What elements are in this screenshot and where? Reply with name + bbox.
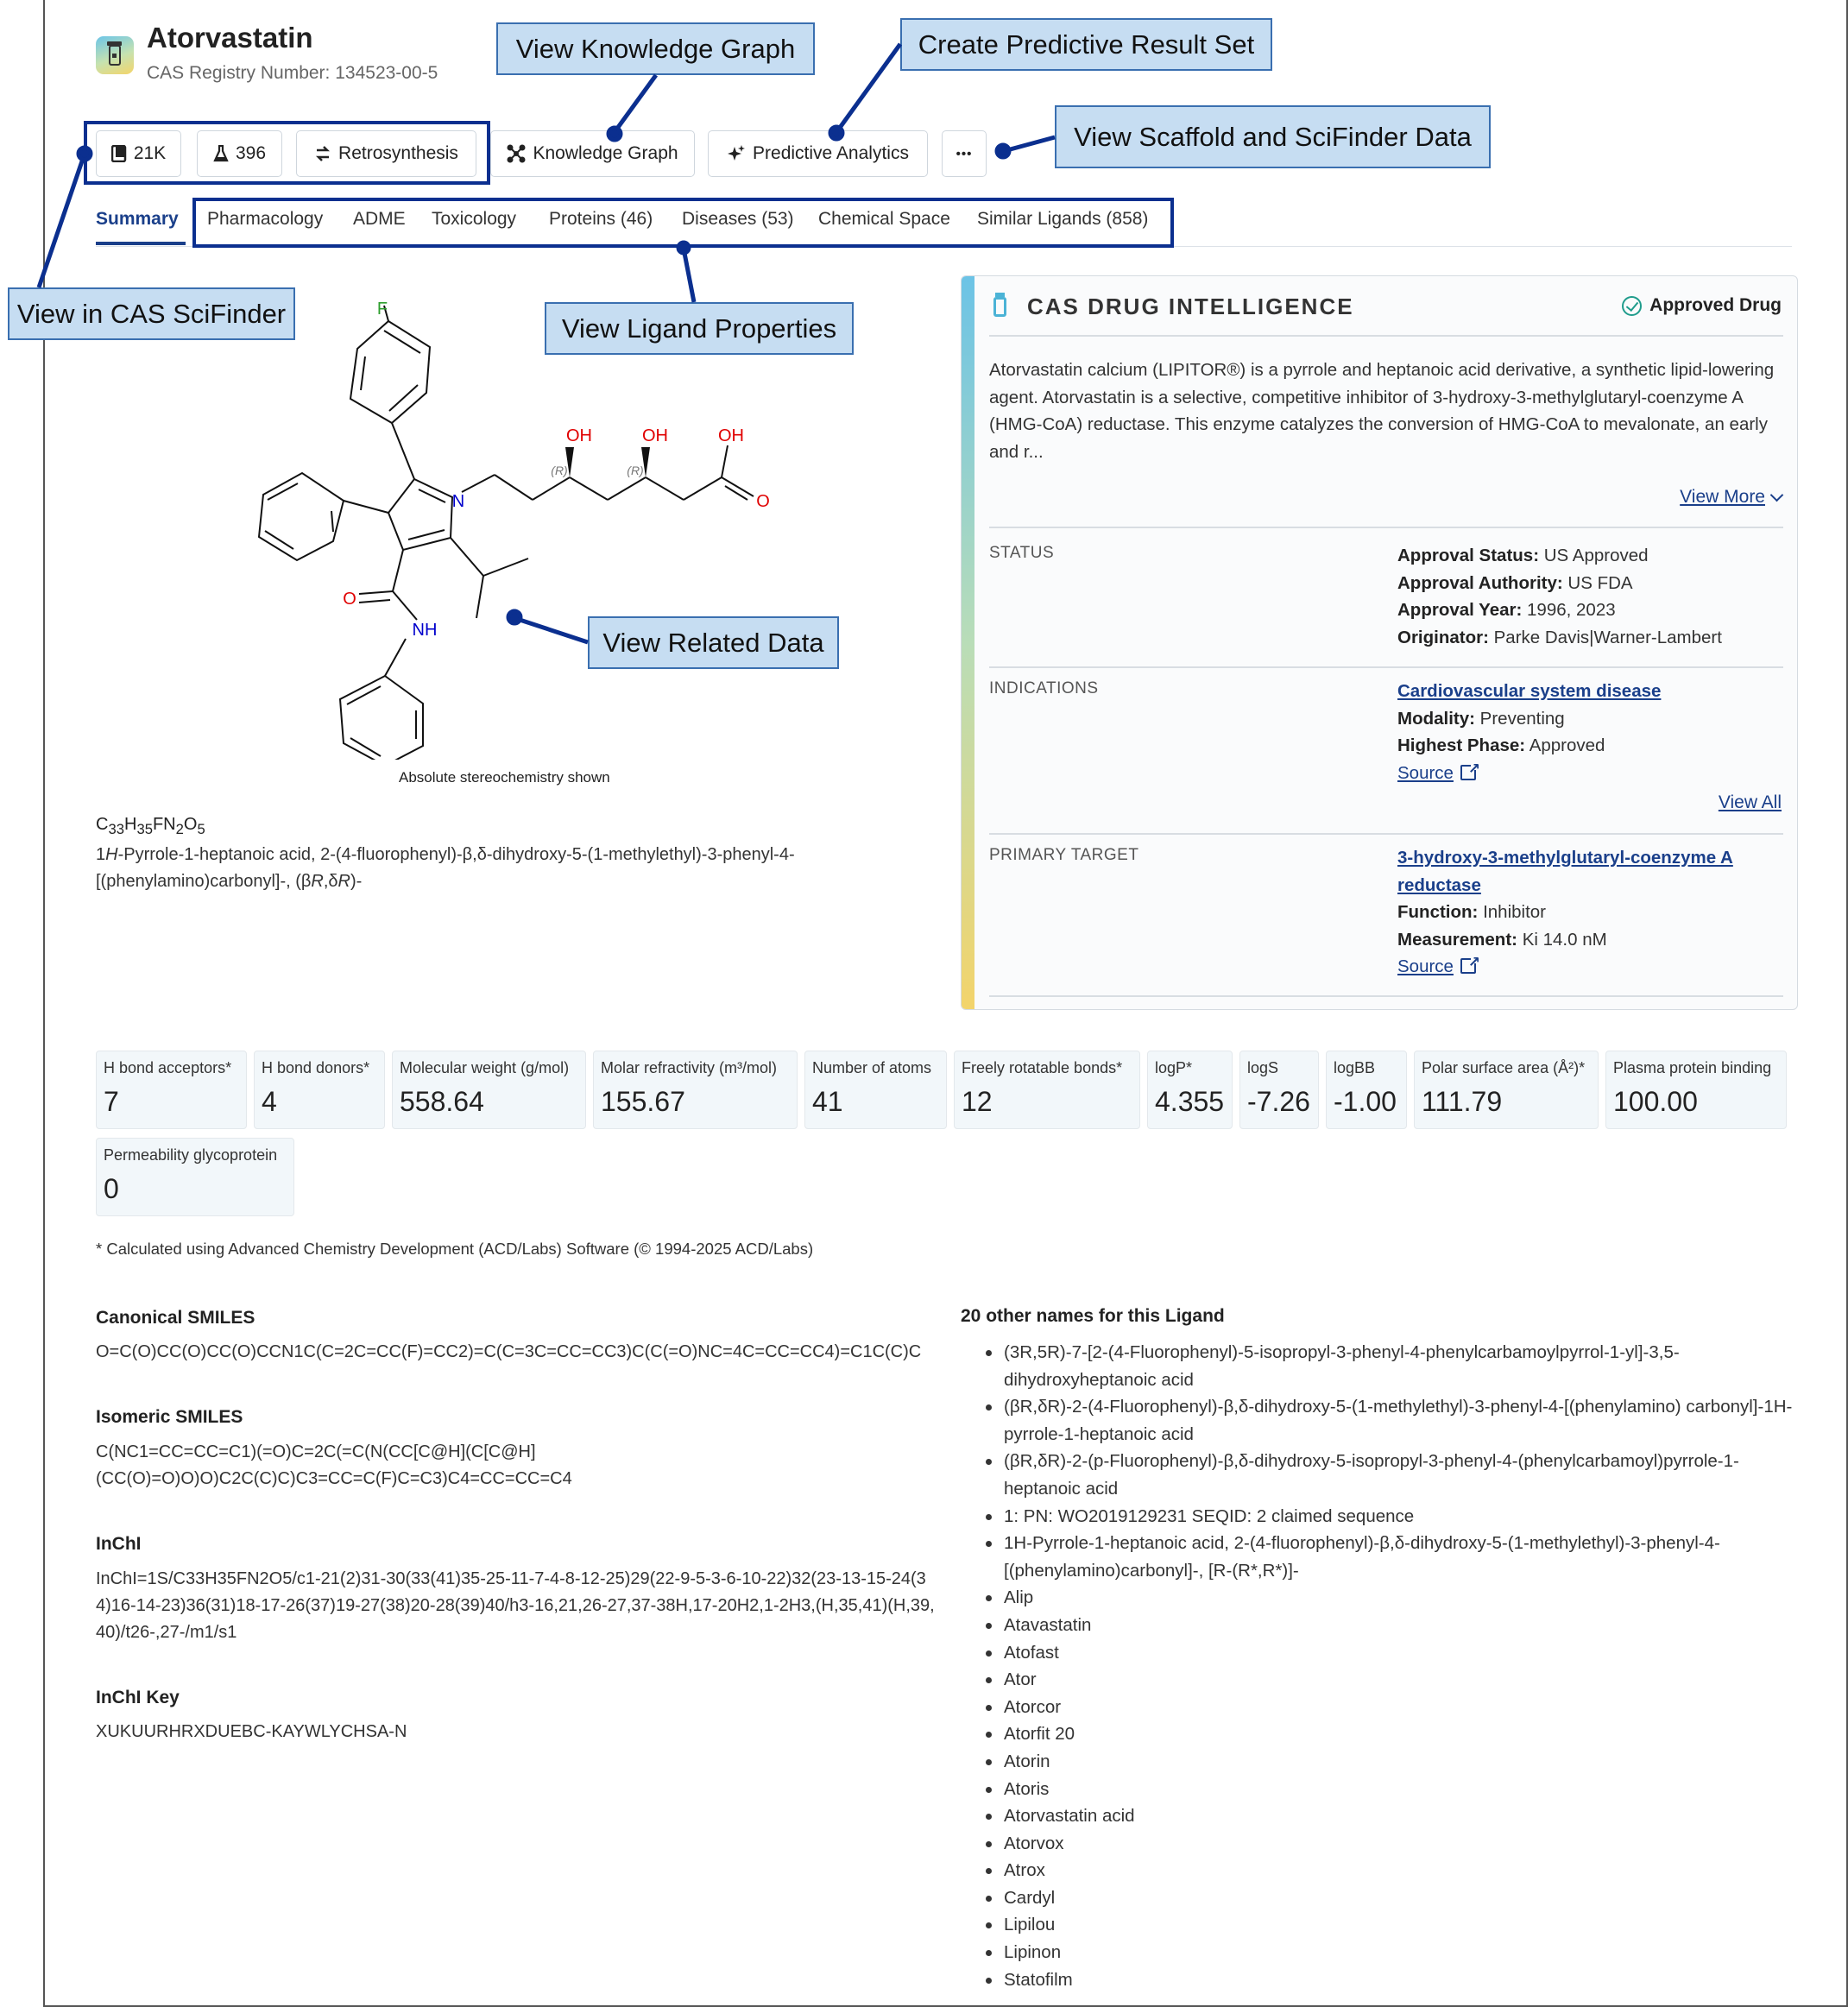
more-options-button[interactable]	[942, 130, 987, 177]
target-source-link[interactable]: Source	[1397, 956, 1454, 976]
inchi-key-value: XUKUURHRXDUEBC-KAYWLYCHSA-N	[96, 1722, 407, 1741]
other-names-title: 20 other names for this Ligand	[961, 1306, 1225, 1326]
knowledge-graph-button[interactable]	[490, 130, 695, 177]
medicine-bottle-icon	[993, 293, 1006, 317]
inchi-value: InChI=1S/C33H35FN2O5/c1-21(2)31-30(33(41)35-25-11-7-4-8-12-25)29(22-9-5-3-6-10-22)32(23-13-15-24(34)16-14-23)36(31)18-17-26(37)19-27(38)20-28(39)40/h3-16,21,26-27,37-38H,17-20H2,1-2H3,(H,35,41)(H,39,40)/t26-,27-/m1/s1	[96, 1569, 935, 1642]
indication-disease-link[interactable]: Cardiovascular system disease	[1397, 681, 1662, 701]
property-card: logBB -1.00	[1326, 1051, 1407, 1129]
stereochemistry-note: Absolute stereochemistry shown	[399, 769, 610, 786]
other-name-item: (βR,δR)-2-(p-Fluorophenyl)-β,δ-dihydroxy-5-isopropyl-3-phenyl-4-(phenylcarbamoyl)pyrrole-1-heptanoic acid	[1004, 1448, 1798, 1502]
other-names-list	[1004, 1339, 1798, 1993]
tab-toxicology[interactable]: Toxicology	[432, 209, 517, 229]
tab-chemical-space[interactable]: Chemical Space	[818, 209, 950, 229]
primary-target-label: PRIMARY TARGET	[989, 846, 1139, 864]
tab-summary[interactable]: Summary	[96, 209, 179, 229]
other-name-item: Atorfit 20	[1004, 1720, 1798, 1748]
iupac-name: 1H-Pyrrole-1-heptanoic acid, 2-(4-fluorophenyl)-β,δ-dihydroxy-5-(1-methylethyl)-3-phenyl-4-[(phenylamino)carbonyl]-, (βR,δR)-	[96, 845, 795, 891]
tab-similar-ligands[interactable]: Similar Ligands (858)	[977, 209, 1149, 229]
status-label: STATUS	[989, 544, 1055, 562]
target-protein-link[interactable]: 3-hydroxy-3-methylglutaryl-coenzyme A reductase	[1397, 848, 1733, 895]
panel-title: CAS DRUG INTELLIGENCE	[1027, 293, 1354, 319]
sparkle-icon	[727, 144, 746, 163]
callout-view-related-data: View Related Data	[588, 616, 839, 669]
drug-bottle-icon	[96, 36, 134, 74]
molecular-formula: $C_{33}H_{35}FN_2O_5$	[96, 815, 205, 837]
property-card: Number of atoms 41	[804, 1051, 947, 1129]
isomeric-smiles-value: C(NC1=CC=CC=C1)(=O)C=2C(=C(N(CC[C@H](C[C@H] (CC(O)=O)O)O)C2C(C)C)C3=CC=C(F)C=C3)C4=CC=CC=C4	[96, 1442, 572, 1488]
panel-divider	[989, 335, 1783, 337]
panel-divider	[989, 666, 1783, 668]
ligand-properties-highlight-box	[192, 198, 1174, 248]
check-circle-icon	[1622, 296, 1642, 316]
other-name-item: Atrox	[1004, 1857, 1798, 1884]
callout-view-knowledge-graph: View Knowledge Graph	[496, 22, 815, 75]
inchi-key-label: InChI Key	[96, 1688, 180, 1707]
other-name-item: Atavastatin	[1004, 1612, 1798, 1639]
property-card: Freely rotatable bonds* 12	[954, 1051, 1140, 1129]
view-more-link[interactable]: View More	[1680, 487, 1782, 508]
other-name-item: 1: PN: WO2019129231 SEQID: 2 claimed sequence	[1004, 1503, 1798, 1530]
callout-create-predictive-result-set: Create Predictive Result Set	[900, 18, 1272, 71]
status-values: Approval Status: US Approved Approval Authority: US FDA Approval Year: 1996, 2023 Originator: Parke Davis|Warner-Lambert	[1397, 546, 1722, 647]
predictive-analytics-label: Predictive Analytics	[753, 143, 909, 163]
property-card: H bond donors* 4	[254, 1051, 385, 1129]
property-card: logP* 4.355	[1147, 1051, 1233, 1129]
other-name-item: Atorin	[1004, 1748, 1798, 1776]
other-name-item: Atorcor	[1004, 1694, 1798, 1721]
substances-count: 396	[235, 143, 267, 163]
view-all-link[interactable]: View All	[1718, 792, 1782, 812]
other-name-item: Lipinon	[1004, 1939, 1798, 1966]
other-name-item: Atofast	[1004, 1639, 1798, 1667]
other-name-item: Atorvox	[1004, 1830, 1798, 1858]
indications-values: Cardiovascular system disease Modality: Preventing Highest Phase: Approved Source↗	[1397, 678, 1769, 786]
references-count: 21K	[133, 143, 167, 163]
callout-view-ligand-properties: View Ligand Properties	[545, 302, 854, 355]
predictive-analytics-button[interactable]	[708, 130, 928, 177]
other-name-item: Alip	[1004, 1584, 1798, 1612]
external-link-icon	[1460, 958, 1476, 974]
stereo-label-1: (R)	[551, 464, 568, 477]
indication-source-link[interactable]: Source	[1397, 762, 1454, 783]
callout-view-in-scifinder: View in CAS SciFinder	[8, 287, 295, 340]
active-tab-indicator	[96, 242, 186, 245]
knowledge-graph-label: Knowledge Graph	[533, 143, 678, 163]
property-card: Permeability glycoprotein 0	[96, 1138, 294, 1216]
atom-hydroxyl-3: OH	[718, 426, 744, 445]
other-name-item: 1H-Pyrrole-1-heptanoic acid, 2-(4-fluorophenyl)-β,δ-dihydroxy-5-(1-methylethyl)-3-phenyl-4-[(phenylamino)carbonyl]-, [R-(R*,R*)]-	[1004, 1530, 1798, 1584]
other-name-item: Cardyl	[1004, 1884, 1798, 1912]
approved-drug-badge: Approved Drug	[1622, 295, 1782, 316]
panel-divider	[989, 995, 1783, 997]
retrosynthesis-label: Retrosynthesis	[338, 143, 458, 163]
calculation-footnote: * Calculated using Advanced Chemistry Development (ACD/Labs) Software (© 1994-2025 ACD/Labs)	[96, 1240, 814, 1258]
scifinder-highlight-box	[84, 121, 490, 185]
panel-accent-bar	[962, 276, 974, 1009]
atom-carbonyl-oxygen: O	[756, 492, 770, 511]
tab-diseases[interactable]: Diseases (53)	[682, 209, 794, 229]
other-name-item: Ator	[1004, 1666, 1798, 1694]
isomeric-smiles-label: Isomeric SMILES	[96, 1407, 243, 1427]
property-card: Polar surface area (Å²)* 111.79	[1414, 1051, 1599, 1129]
property-card: Molar refractivity (m³/mol) 155.67	[593, 1051, 798, 1129]
external-link-icon	[1460, 765, 1476, 780]
property-card: Plasma protein binding 100.00	[1605, 1051, 1787, 1129]
chemical-structure[interactable]	[233, 285, 785, 760]
other-name-item: Atorvastatin acid	[1004, 1802, 1798, 1830]
atom-fluorine: F	[376, 300, 388, 319]
indications-label: INDICATIONS	[989, 679, 1099, 697]
primary-target-values: 3-hydroxy-3-methylglutaryl-coenzyme A reductase Function: Inhibitor Measurement: Ki 14.0 nM Source↗	[1397, 844, 1760, 981]
other-name-item: (βR,δR)-2-(4-Fluorophenyl)-β,δ-dihydroxy-5-(1-methylethyl)-3-phenyl-4-[(phenylamino) carbonyl]-1H-pyrrole-1-heptanoic acid	[1004, 1393, 1798, 1448]
graph-nodes-icon	[507, 144, 526, 163]
atom-nitrogen: N	[451, 492, 465, 511]
other-name-item: Statofilm	[1004, 1966, 1798, 1994]
tab-proteins[interactable]: Proteins (46)	[549, 209, 653, 229]
atom-amine: NH	[412, 621, 438, 640]
other-name-item: (3R,5R)-7-[2-(4-Fluorophenyl)-5-isopropyl-3-phenyl-4-phenylcarbamoylpyrrol-1-yl]-3,5-dihydroxyheptanoic acid	[1004, 1339, 1798, 1393]
chevron-down-icon	[1770, 488, 1784, 502]
cas-registry-number: CAS Registry Number: 134523-00-5	[147, 63, 438, 83]
drug-description: Atorvastatin calcium (LIPITOR®) is a pyrrole and heptanoic acid derivative, a synthetic lipid-lowering agent. Atorvastatin is a selective, competitive inhibitor of 3-hydroxy-3-methylglutaryl-coenzyme A (HMG-CoA) reductase. This enzyme catalyzes the conversion of HMG-CoA to mevalonate, an early and r...	[989, 360, 1775, 462]
atom-amide-oxygen: O	[343, 590, 356, 609]
drug-intelligence-panel	[961, 275, 1798, 1010]
callout-view-scaffold-data: View Scaffold and SciFinder Data	[1055, 105, 1491, 168]
tab-pharmacology[interactable]: Pharmacology	[207, 209, 324, 229]
property-card: logS -7.26	[1239, 1051, 1319, 1129]
property-card: H bond acceptors* 7	[96, 1051, 247, 1129]
page-title: Atorvastatin	[147, 22, 313, 54]
canonical-smiles-value: O=C(O)CC(O)CC(O)CCN1C(C=2C=CC(F)=CC2)=C(C=3C=CC=CC3)C(C(=O)NC=4C=CC=CC4)=C1C(C)C	[96, 1342, 922, 1361]
tab-adme[interactable]: ADME	[353, 209, 406, 229]
inchi-label: InChI	[96, 1534, 142, 1554]
atom-hydroxyl-2: OH	[642, 426, 668, 445]
other-name-item: Atoris	[1004, 1776, 1798, 1803]
panel-divider	[989, 833, 1783, 835]
other-name-item: Lipilou	[1004, 1911, 1798, 1939]
canonical-smiles-label: Canonical SMILES	[96, 1308, 255, 1328]
atom-hydroxyl-1: OH	[566, 426, 592, 445]
panel-divider	[989, 527, 1783, 528]
stereo-label-2: (R)	[627, 464, 644, 477]
property-card: Molecular weight (g/mol) 558.64	[392, 1051, 586, 1129]
ellipsis-icon: •••	[956, 146, 973, 161]
